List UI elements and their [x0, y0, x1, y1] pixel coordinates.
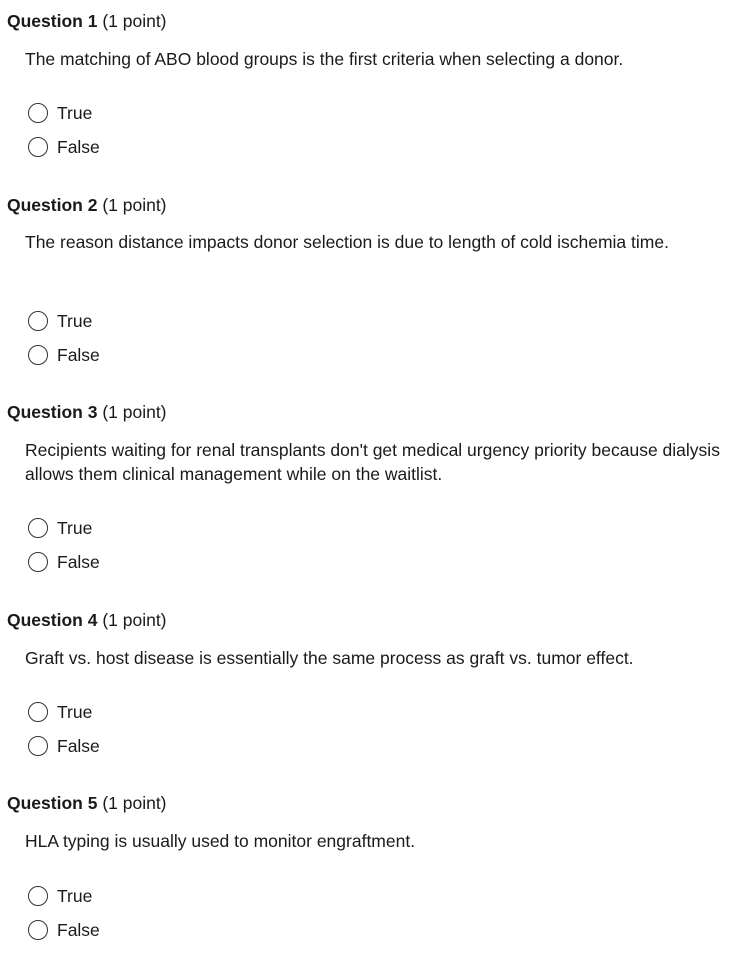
question-points: (1 point)	[102, 11, 167, 31]
option-label: False	[57, 137, 100, 157]
option-true[interactable]	[28, 884, 92, 908]
question-header	[7, 194, 167, 216]
question-header	[7, 609, 167, 631]
option-label: True	[57, 103, 93, 123]
question-text: Graft vs. host disease is essentially the same process as graft vs. tumor effect.	[25, 648, 634, 668]
question-text: HLA typing is usually used to monitor engraftment.	[25, 831, 416, 851]
radio-button[interactable]	[28, 345, 48, 365]
question-header	[7, 401, 167, 423]
question-text: Recipients waiting for renal transplants don't get medical urgency priority because dialysis allows them clinical management while on the waitlist.	[25, 440, 720, 484]
option-label: False	[57, 920, 100, 940]
option-label: True	[57, 886, 93, 906]
question-points: (1 point)	[102, 402, 167, 422]
option-false[interactable]	[28, 918, 100, 942]
radio-button[interactable]	[28, 920, 48, 940]
radio-button[interactable]	[28, 103, 48, 123]
radio-button[interactable]	[28, 311, 48, 331]
option-label: True	[57, 311, 93, 331]
option-true[interactable]	[28, 516, 92, 540]
option-false[interactable]	[28, 343, 100, 367]
radio-button[interactable]	[28, 137, 48, 157]
option-false[interactable]	[28, 734, 100, 758]
option-true[interactable]	[28, 700, 92, 724]
question-points: (1 point)	[102, 195, 167, 215]
question-title: Question 3	[7, 402, 98, 422]
question-text: The reason distance impacts donor selection is due to length of cold ischemia time.	[25, 232, 669, 252]
option-label: False	[57, 552, 100, 572]
radio-button[interactable]	[28, 886, 48, 906]
option-label: False	[57, 345, 100, 365]
option-label: False	[57, 736, 100, 756]
question-title: Question 1	[7, 11, 98, 31]
question-header	[7, 792, 167, 814]
question-title: Question 2	[7, 195, 98, 215]
option-true[interactable]	[28, 309, 92, 333]
question-points: (1 point)	[102, 793, 167, 813]
radio-button[interactable]	[28, 552, 48, 572]
option-true[interactable]	[28, 101, 92, 125]
radio-button[interactable]	[28, 518, 48, 538]
radio-button[interactable]	[28, 702, 48, 722]
question-header	[7, 10, 167, 32]
question-points: (1 point)	[102, 610, 167, 630]
option-false[interactable]	[28, 550, 100, 574]
question-text: The matching of ABO blood groups is the first criteria when selecting a donor.	[25, 49, 624, 69]
question-title: Question 4	[7, 610, 98, 630]
option-label: True	[57, 518, 93, 538]
option-false[interactable]	[28, 135, 100, 159]
question-title: Question 5	[7, 793, 98, 813]
option-label: True	[57, 702, 93, 722]
radio-button[interactable]	[28, 736, 48, 756]
